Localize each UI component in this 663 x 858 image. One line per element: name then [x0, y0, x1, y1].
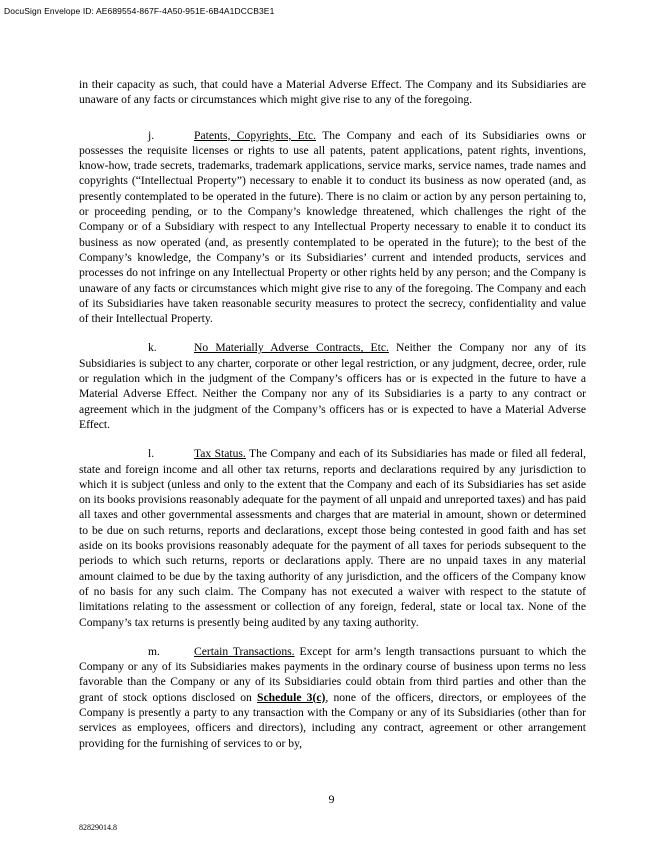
- section-text: Neither the Company nor any of its Subsidiaries is subject to any charter, corporate or other legal restriction, or any judgment, decree, order, rule or regulation which in the judgment of the Company’s officers has or is expected in the future to have a Material Adverse Effect. Neither the Company nor any of its Subsidiaries is a party to any contract or agreement which in the judgment of the Company’s officers has or is expected to have a Material Adverse Effect.: [79, 341, 586, 431]
- section-enum: j.: [148, 128, 155, 142]
- section-j: [79, 128, 586, 327]
- section-enum: k.: [148, 341, 157, 355]
- section-l: [79, 446, 586, 630]
- section-heading: No Materially Adverse Contracts, Etc.: [194, 341, 389, 355]
- section-heading: Certain Transactions.: [194, 644, 295, 658]
- section-enum: m.: [148, 644, 160, 658]
- section-text: , none of the officers, directors, or employees of the Company is presently a party to any transaction with the Company or any of its Subsidiaries (other than for services as employees, officers and directors), including any contract, agreement or other arrangement providing for the furnishing of services to or by,: [79, 690, 586, 750]
- section-heading: Patents, Copyrights, Etc.: [194, 128, 316, 142]
- document-number: 82829014.8: [79, 823, 117, 832]
- page-number: 9: [328, 792, 335, 806]
- section-heading: Tax Status.: [194, 447, 246, 461]
- section-m: [79, 644, 586, 751]
- document-body: [79, 77, 586, 765]
- section-text: Except for arm’s length transactions pursuant to which the Company or any of its Subsidiaries makes payments in the ordinary course of business upon terms no less favorable than the Company or any of its Subsidiaries could obtain from third parties and other than the grant of stock options disclosed on: [79, 644, 586, 704]
- section-enum: l.: [148, 447, 155, 461]
- section-text: The Company and each of its Subsidiaries owns or possesses the requisite licenses or rights to use all patents, patent applications, patent rights, inventions, know-how, trade secrets, trademarks, trademark applications, service marks, service names, trade names and copyrights (“Intellectual Property”) necessary to enable it to conduct its business as now operated (and, as presently contemplated to be operated in the future). There is no claim or action by any person pertaining to, or proceeding pending, or to the Company’s knowledge threatened, which challenges the right of the Company or of a Subsidiary with respect to any Intellectual Property necessary to enable it to conduct its business as now operated (and, as presently contemplated to be operated in the future); to the best of the Company’s knowledge, the Company’s or its Subsidiaries’ current and intended products, services and processes do not infringe on any Intellectual Property or other rights held by any person; and the Company is unaware of any facts or circumstances which might give rise to any of the foregoing. The Company and each of its Subsidiaries have taken reasonable security measures to protect the secrecy, confidentiality and value of their Intellectual Property.: [79, 128, 587, 326]
- intro-paragraph: in their capacity as such, that could have a Material Adverse Effect. The Company and its Subsidiaries are unaware of any facts or circumstances which might give rise to any of the foregoing.: [79, 78, 586, 107]
- schedule-reference: Schedule 3(c): [257, 690, 326, 704]
- section-k: [79, 340, 586, 432]
- envelope-id: DocuSign Envelope ID: AE689554-867F-4A50-951E-6B4A1DCCB3E1: [4, 6, 275, 16]
- section-text: The Company and each of its Subsidiaries has made or filed all federal, state and foreign income and all other tax returns, reports and declarations required by any jurisdiction to which it is subject (unless and only to the extent that the Company and each of its Subsidiaries has set aside on its books provisions reasonably adequate for the payment of all unpaid and unreported taxes) and has paid all taxes and other governmental assessments and charges that are material in amount, shown or determined to be due on such returns, reports and declarations, except those being contested in good faith and has set aside on its books provisions reasonably adequate for the payment of all taxes for periods subsequent to the periods to which such returns, reports or declarations apply. There are no unpaid taxes in any material amount claimed to be due by the taxing authority of any jurisdiction, and the officers of the Company know of no basis for any such claim. The Company has not executed a waiver with respect to the statute of limitations relating to the assessment or collection of any foreign, federal, state or local tax. None of the Company’s tax returns is presently being audited by any taxing authority.: [79, 447, 586, 629]
